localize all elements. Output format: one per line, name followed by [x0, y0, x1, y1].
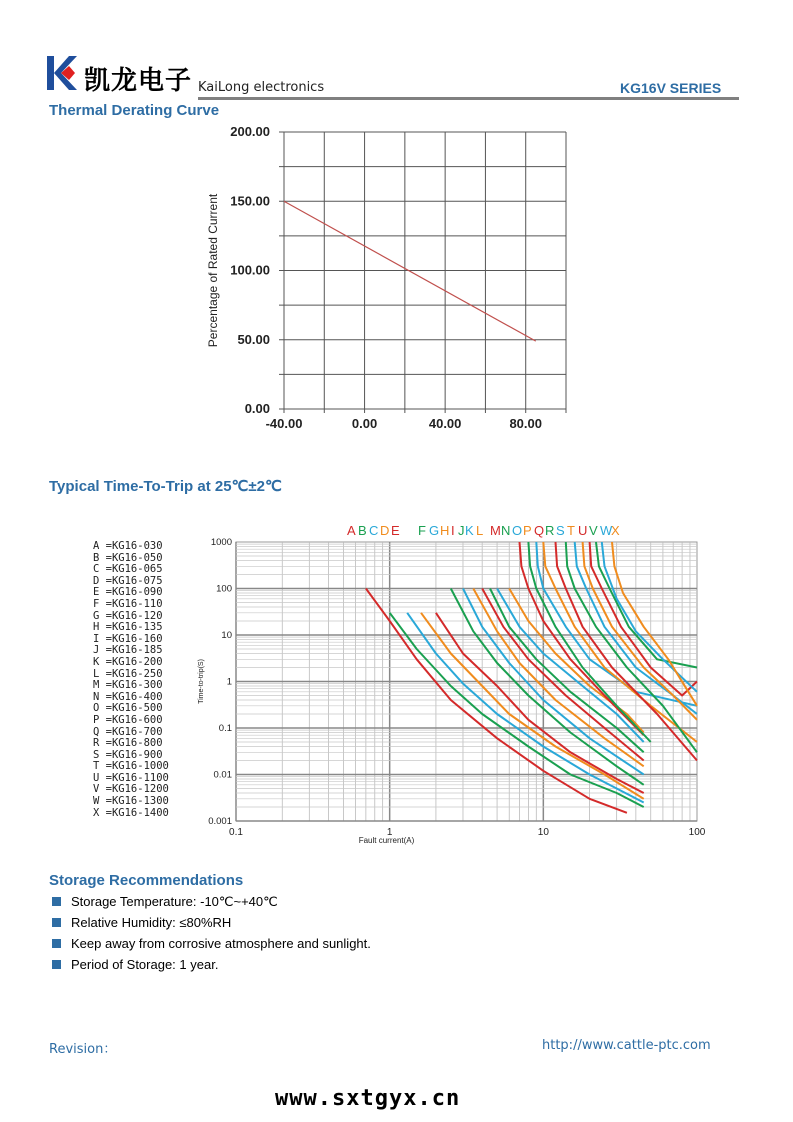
- storage-item: Keep away from corrosive atmosphere and sunlight.: [52, 933, 371, 954]
- curve-letter-label: I: [451, 523, 455, 538]
- y-tick-label: 10: [221, 630, 232, 641]
- derating-section-title: Thermal Derating Curve: [49, 102, 220, 119]
- curve-letter-label: N: [501, 523, 511, 538]
- y-tick-label: 0.1: [218, 723, 232, 734]
- y-tick-label: 0.00: [244, 401, 270, 416]
- curve-letter-label: A: [347, 523, 356, 538]
- legend-entry: F =KG16-110: [93, 597, 163, 610]
- x-tick-label: 40.00: [428, 416, 462, 431]
- y-tick-label: 50.00: [237, 331, 270, 347]
- curve-letter-label: B: [358, 523, 367, 538]
- ttt-chart: [190, 518, 710, 848]
- x-tick-label: 0.00: [351, 416, 378, 431]
- x-tick-label: 10: [537, 827, 549, 838]
- legend-entry: W =KG16-1300: [93, 795, 169, 808]
- y-tick-label: 100: [216, 583, 232, 595]
- legend-entry: D =KG16-075: [93, 574, 163, 587]
- website-link[interactable]: http://www.cattle-ptc.com: [542, 1038, 711, 1053]
- curve-letter-label: W: [600, 523, 613, 538]
- legend-entry: C =KG16-065: [93, 563, 163, 576]
- curve-letter-label: M: [490, 523, 501, 538]
- legend-entry: O =KG16-500: [93, 702, 163, 715]
- logo-k-icon: [47, 56, 77, 90]
- curve-letter-label: T: [567, 523, 575, 538]
- legend-entry: H =KG16-135: [93, 621, 163, 634]
- legend-entry: K =KG16-200: [93, 655, 163, 668]
- header-divider: [198, 97, 739, 100]
- x-tick-label: 1: [386, 827, 393, 838]
- curve-letter-label: H: [440, 523, 450, 538]
- legend-entry: N =KG16-400: [93, 690, 163, 703]
- y-axis-label: Percentage of Rated Current: [206, 193, 220, 348]
- brand-name-cn: 凯龙电子: [84, 66, 193, 96]
- y-tick-label: 200.00: [230, 124, 270, 139]
- ttt-section-title: Typical Time-To-Trip at 25℃±2℃: [49, 478, 282, 495]
- curve-letter-label: E: [391, 523, 400, 538]
- legend-entry: E =KG16-090: [93, 586, 163, 599]
- storage-item: Relative Humidity: ≤80%RH: [52, 912, 371, 933]
- legend-entry: I =KG16-160: [93, 632, 163, 645]
- legend-entry: R =KG16-800: [93, 737, 163, 750]
- curve-letter-label: V: [589, 523, 598, 538]
- series-title: KG16V SERIES: [620, 80, 722, 96]
- curve-letter-label: J: [458, 523, 465, 538]
- curve-letter-label: X: [611, 523, 620, 538]
- bullet-square-icon: [52, 939, 61, 948]
- storage-item: Storage Temperature: -10℃~+40℃: [52, 891, 371, 912]
- bullet-square-icon: [52, 918, 61, 927]
- curve-letter-label: C: [369, 523, 379, 538]
- bullet-square-icon: [52, 897, 61, 906]
- curve-letter-label: O: [512, 523, 523, 538]
- derating-chart: [195, 122, 585, 440]
- curve-letter-label: L: [476, 523, 484, 538]
- derating-line: [284, 201, 536, 341]
- watermark-text: www.sxtgyx.cn: [275, 1086, 461, 1111]
- y-tick-label: 0.01: [213, 769, 232, 781]
- bullet-square-icon: [52, 960, 61, 969]
- legend-entry: G =KG16-120: [93, 609, 163, 622]
- legend-entry: X =KG16-1400: [93, 806, 169, 819]
- curve-letter-label: U: [578, 523, 588, 538]
- storage-list: [52, 891, 371, 975]
- curve-letter-label: K: [465, 523, 474, 538]
- brand-name-en: KaiLong electronics: [198, 80, 325, 95]
- curve-letter-label: Q: [534, 523, 545, 538]
- revision-label: Revision：: [49, 1042, 117, 1057]
- y-tick-label: 0.001: [208, 816, 232, 827]
- legend-entry: T =KG16-1000: [93, 760, 169, 773]
- y-axis-label: Time-to-trip(S): [198, 659, 205, 704]
- storage-item: Period of Storage: 1 year.: [52, 954, 371, 975]
- legend-entry: B =KG16-050: [93, 551, 163, 564]
- derating-grid: [279, 132, 566, 413]
- legend-entry: U =KG16-1100: [93, 771, 169, 784]
- y-tick-label: 150.00: [230, 193, 270, 209]
- y-tick-label: 1: [226, 676, 232, 688]
- legend-entry: A =KG16-030: [93, 540, 163, 552]
- y-tick-label: 1000: [210, 537, 232, 548]
- legend-entry: Q =KG16-700: [93, 725, 163, 738]
- curve-letter-label: G: [429, 523, 440, 538]
- legend-entry: S =KG16-900: [93, 748, 163, 761]
- y-tick-label: 100.00: [230, 262, 270, 278]
- x-tick-label: 80.00: [509, 416, 542, 431]
- curve-letter-label: S: [556, 523, 565, 538]
- storage-section-title: Storage Recommendations: [49, 872, 244, 889]
- legend-entry: M =KG16-300: [93, 679, 163, 692]
- curve-letter-label: D: [380, 523, 390, 538]
- x-axis-label: Fault current(A): [358, 836, 415, 845]
- curve-letter-label: R: [545, 523, 555, 538]
- x-tick-label: -40.00: [265, 416, 303, 431]
- curve-letter-label: P: [523, 523, 532, 538]
- legend-entry: L =KG16-250: [93, 667, 163, 680]
- curve-letter-label: F: [418, 523, 426, 538]
- legend-entry: V =KG16-1200: [93, 783, 169, 796]
- x-tick-label: 100: [688, 827, 706, 838]
- legend-entry: P =KG16-600: [93, 713, 163, 726]
- company-logo: [47, 56, 77, 90]
- x-tick-label: 0.1: [229, 827, 243, 838]
- ttt-legend: [93, 541, 203, 819]
- legend-entry: J =KG16-185: [93, 644, 163, 657]
